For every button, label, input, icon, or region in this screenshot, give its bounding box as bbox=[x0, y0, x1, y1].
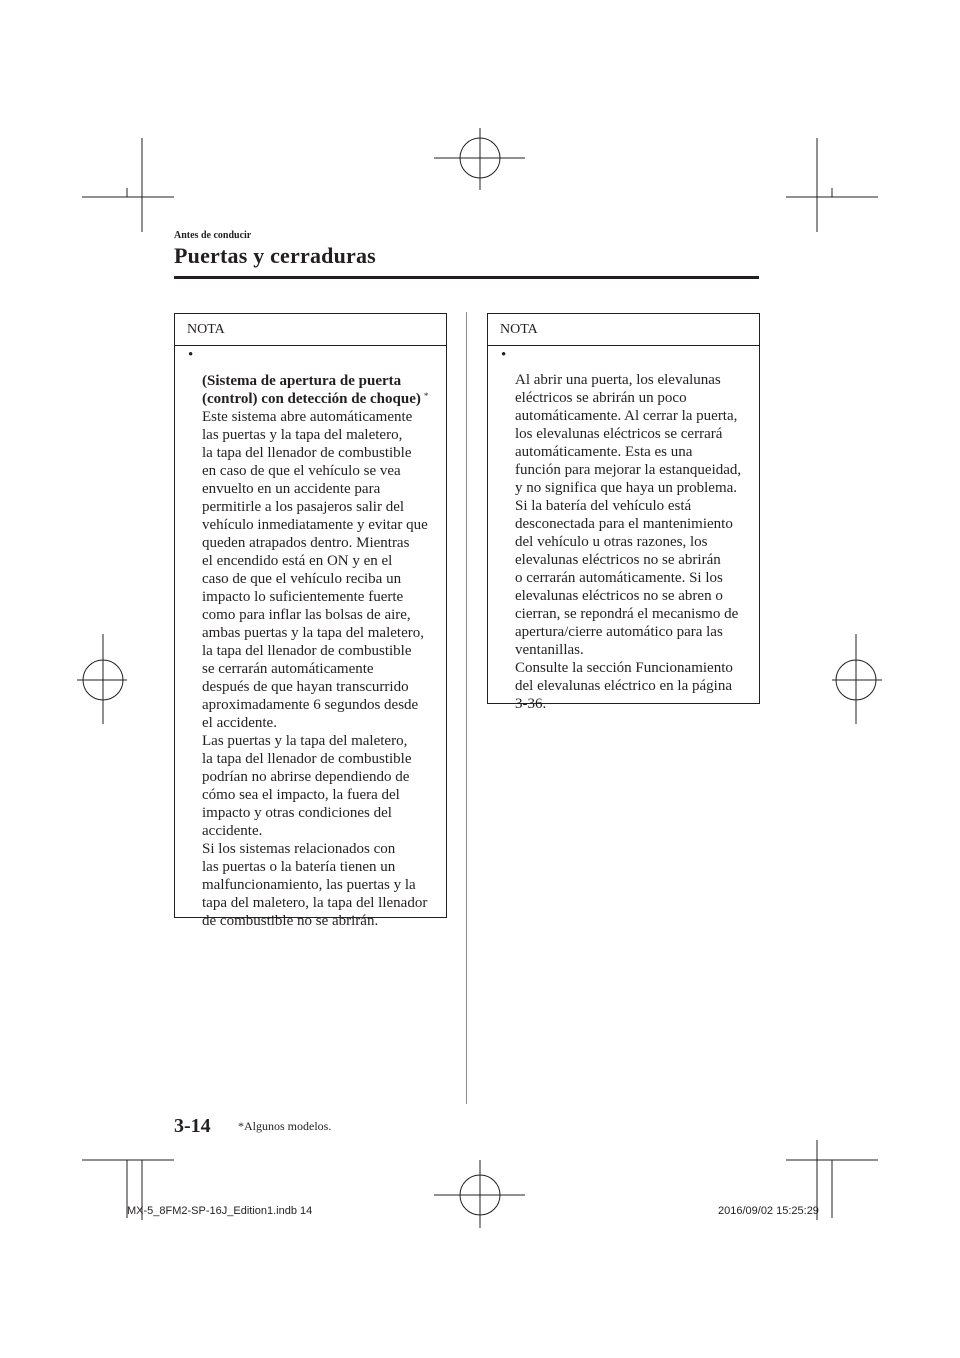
note-text-line: tapa del maletero, la tapa del llenador bbox=[202, 895, 428, 911]
note-text-line: malfuncionamiento, las puertas y la bbox=[202, 877, 416, 893]
note-text-line: Si la batería del vehículo está bbox=[515, 498, 692, 514]
note-heading: NOTA bbox=[488, 314, 759, 346]
note-text-line: del vehículo u otras razones, los bbox=[515, 534, 708, 550]
note-text-line: envuelto en un accidente para bbox=[202, 481, 381, 497]
note-body bbox=[175, 346, 446, 930]
page-title: Puertas y cerraduras bbox=[174, 243, 376, 268]
note-text-line: impacto y otras condiciones del bbox=[202, 805, 392, 821]
note-text-line: la tapa del llenador de combustible bbox=[202, 445, 412, 461]
note-text-line: automáticamente. Al cerrar la puerta, bbox=[515, 408, 738, 424]
note-text-line: la tapa del llenador de combustible bbox=[202, 643, 412, 659]
note-text-line: de combustible no se abrirán. bbox=[202, 913, 379, 929]
note-body bbox=[488, 346, 759, 713]
print-file-info: MX-5_8FM2-SP-16J_Edition1.indb 14 bbox=[127, 1205, 313, 1217]
note-text-line: caso de que el vehículo reciba un bbox=[202, 571, 402, 587]
note-text-line: cierran, se repondrá el mecanismo de bbox=[515, 606, 739, 622]
note-text-line: aproximadamente 6 segundos desde bbox=[202, 697, 419, 713]
note-text bbox=[515, 371, 755, 713]
title-rule bbox=[174, 276, 759, 279]
footnote: *Algunos modelos. bbox=[238, 1119, 332, 1133]
note-bold-line: (control) con detección de choque) bbox=[202, 391, 421, 407]
note-text-line: función para mejorar la estanqueidad, bbox=[515, 462, 742, 478]
note-text-line: después de que hayan transcurrido bbox=[202, 679, 409, 695]
note-text-line: Si los sistemas relacionados con bbox=[202, 841, 396, 857]
asterisk-mark: * bbox=[423, 391, 429, 401]
note-text-line: como para inflar las bolsas de aire, bbox=[202, 607, 411, 623]
note-text-line: podrían no abrirse dependiendo de bbox=[202, 769, 410, 785]
note-text-line: vehículo inmediatamente y evitar que bbox=[202, 517, 428, 533]
bullet-icon: • bbox=[501, 347, 507, 363]
note-text-line: cómo sea el impacto, la fuera del bbox=[202, 787, 400, 803]
note-text-line: Consulte la sección Funcionamiento bbox=[515, 660, 733, 676]
note-text-line: el encendido está en ON y en el bbox=[202, 553, 393, 569]
note-text-line: elevalunas eléctricos no se abren o bbox=[515, 588, 723, 604]
note-text bbox=[202, 372, 442, 930]
note-text-line: ambas puertas y la tapa del maletero, bbox=[202, 625, 424, 641]
print-timestamp: 2016/09/02 15:25:29 bbox=[718, 1205, 819, 1217]
note-text-line: desconectada para el mantenimiento bbox=[515, 516, 733, 532]
note-text-line: elevalunas eléctricos no se abrirán bbox=[515, 552, 721, 568]
note-text-line: apertura/cierre automático para las bbox=[515, 624, 723, 640]
note-text-line: Las puertas y la tapa del maletero, bbox=[202, 733, 408, 749]
note-text-line: y no significa que haya un problema. bbox=[515, 480, 738, 496]
note-text-line: los elevalunas eléctricos se cerrará bbox=[515, 426, 723, 442]
note-text-line: eléctricos se abrirán un poco bbox=[515, 390, 687, 406]
note-text-line: del elevalunas eléctrico en la página bbox=[515, 678, 732, 694]
column-divider bbox=[466, 312, 467, 1104]
note-text-line: accidente. bbox=[202, 823, 263, 839]
note-text-line: Este sistema abre automáticamente bbox=[202, 409, 413, 425]
note-text-line: o cerrarán automáticamente. Si los bbox=[515, 570, 723, 586]
note-text-line: automáticamente. Esta es una bbox=[515, 444, 693, 460]
note-text-line: el accidente. bbox=[202, 715, 277, 731]
note-text-line: en caso de que el vehículo se vea bbox=[202, 463, 401, 479]
note-bold-line: (Sistema de apertura de puerta bbox=[202, 373, 402, 389]
note-text-line: las puertas y la tapa del maletero, bbox=[202, 427, 403, 443]
note-text-line: ventanillas. bbox=[515, 642, 584, 658]
note-text-line: impacto lo suficientemente fuerte bbox=[202, 589, 404, 605]
section-label: Antes de conducir bbox=[174, 230, 252, 241]
note-text-line: se cerrarán automáticamente bbox=[202, 661, 374, 677]
note-text-line: las puertas o la batería tienen un bbox=[202, 859, 396, 875]
page-number: 3-14 bbox=[174, 1115, 211, 1137]
bullet-icon: • bbox=[188, 347, 194, 363]
note-text-line: Al abrir una puerta, los elevalunas bbox=[515, 372, 721, 388]
note-text-line: permitirle a los pasajeros salir del bbox=[202, 499, 405, 515]
note-text-line: la tapa del llenador de combustible bbox=[202, 751, 412, 767]
note-box-left bbox=[174, 313, 447, 929]
note-text-line: 3-36. bbox=[515, 696, 547, 712]
note-text-line: queden atrapados dentro. Mientras bbox=[202, 535, 410, 551]
note-heading: NOTA bbox=[175, 314, 446, 346]
note-box-right bbox=[487, 313, 760, 712]
